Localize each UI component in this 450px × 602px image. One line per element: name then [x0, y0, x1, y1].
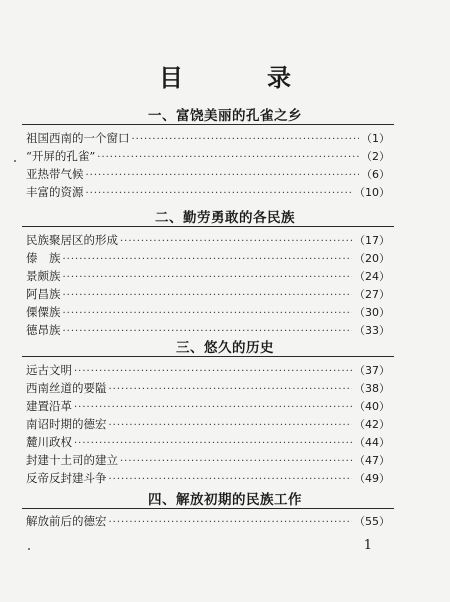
dot-leader: [74, 366, 352, 377]
toc-entry-title: 傣 族: [26, 251, 61, 265]
toc-entry-title: 景颇族: [26, 269, 61, 283]
toc-entry-title: 德昂族: [26, 323, 61, 337]
toc-entry-page: （10）: [354, 186, 390, 199]
toc-entry-title: 封建十土司的建立: [26, 453, 118, 467]
toc-entry-title: “开屏的孔雀”: [26, 149, 96, 163]
dot-leader: [63, 308, 353, 319]
toc-entry[interactable]: [26, 148, 390, 166]
toc-entry[interactable]: [26, 184, 390, 202]
toc-entry-page: （38）: [354, 382, 390, 395]
toc-entry-page: （55）: [354, 515, 390, 528]
toc-entry-title: 丰富的资源: [26, 185, 84, 199]
toc-entry-title: 麓川政权: [26, 435, 72, 449]
toc-entry[interactable]: [26, 304, 390, 322]
toc-entry-title: 反帝反封建斗争: [26, 471, 107, 485]
toc-entry[interactable]: [26, 250, 390, 268]
toc-entry[interactable]: [26, 232, 390, 250]
dot-leader: [63, 254, 353, 265]
toc-entry-page: （17）: [354, 234, 390, 247]
dot-leader: [120, 456, 352, 467]
scan-speck: [14, 160, 16, 162]
toc-entry-page: （2）: [361, 150, 390, 163]
dot-leader: [109, 474, 353, 485]
scan-speck: [28, 548, 30, 550]
section-heading-4: 四、解放初期的民族工作: [148, 492, 302, 508]
page-number: 1: [363, 538, 372, 553]
dot-leader: [109, 384, 353, 395]
toc-entry-title: 祖国西南的一个窗口: [26, 131, 130, 145]
section-heading-2: 二、勤劳勇敢的各民族: [155, 210, 295, 226]
section-divider-3: [22, 356, 394, 357]
section-heading-1: 一、富饶美丽的孔雀之乡: [148, 108, 302, 124]
dot-leader: [132, 134, 360, 145]
dot-leader: [74, 402, 352, 413]
dot-leader: [86, 188, 353, 199]
toc-entry-page: （24）: [354, 270, 390, 283]
toc-entry-title: 南诏时期的德宏: [26, 417, 107, 431]
toc-entry-title: 解放前后的德宏: [26, 514, 107, 528]
toc-entry[interactable]: [26, 434, 390, 452]
toc-entry-page: （37）: [354, 364, 390, 377]
section-divider-2: [22, 226, 394, 227]
toc-entry[interactable]: [26, 452, 390, 470]
toc-entry[interactable]: [26, 416, 390, 434]
toc-entry[interactable]: [26, 362, 390, 380]
toc-entry-page: （44）: [354, 436, 390, 449]
toc-entry-title: 民族聚居区的形成: [26, 233, 118, 247]
toc-entry[interactable]: [26, 286, 390, 304]
toc-entry[interactable]: [26, 130, 390, 148]
toc-entry[interactable]: [26, 380, 390, 398]
toc-entry[interactable]: [26, 398, 390, 416]
toc-entry[interactable]: [26, 166, 390, 184]
toc-entry-title: 远古文明: [26, 363, 72, 377]
toc-entry-page: （27）: [354, 288, 390, 301]
toc-entry[interactable]: [26, 513, 390, 531]
toc-entry-page: （30）: [354, 306, 390, 319]
page-title: 目 录: [159, 63, 321, 92]
toc-entry-title: 亚热带气候: [26, 167, 84, 181]
dot-leader: [97, 152, 359, 163]
dot-leader: [74, 438, 352, 449]
toc-entry[interactable]: [26, 268, 390, 286]
toc-entry-page: （6）: [361, 168, 390, 181]
toc-entry-page: （47）: [354, 454, 390, 467]
dot-leader: [109, 420, 353, 431]
toc-entry-page: （33）: [354, 324, 390, 337]
toc-entry-title: 傈僳族: [26, 305, 61, 319]
dot-leader: [63, 290, 353, 301]
section-heading-3: 三、悠久的历史: [176, 340, 274, 356]
dot-leader: [109, 517, 353, 528]
toc-entry-page: （1）: [361, 132, 390, 145]
dot-leader: [63, 272, 353, 283]
toc-entry-title: 建置沿革: [26, 399, 72, 413]
toc-entry[interactable]: [26, 470, 390, 488]
section-divider-4: [22, 508, 394, 509]
toc-entry-title: 西南丝道的要隘: [26, 381, 107, 395]
toc-entry-page: （49）: [354, 472, 390, 485]
toc-entry-page: （40）: [354, 400, 390, 413]
toc-entry-title: 阿昌族: [26, 287, 61, 301]
dot-leader: [86, 170, 360, 181]
dot-leader: [120, 236, 352, 247]
toc-entry-page: （20）: [354, 252, 390, 265]
toc-entry-page: （42）: [354, 418, 390, 431]
section-divider-1: [22, 124, 394, 125]
